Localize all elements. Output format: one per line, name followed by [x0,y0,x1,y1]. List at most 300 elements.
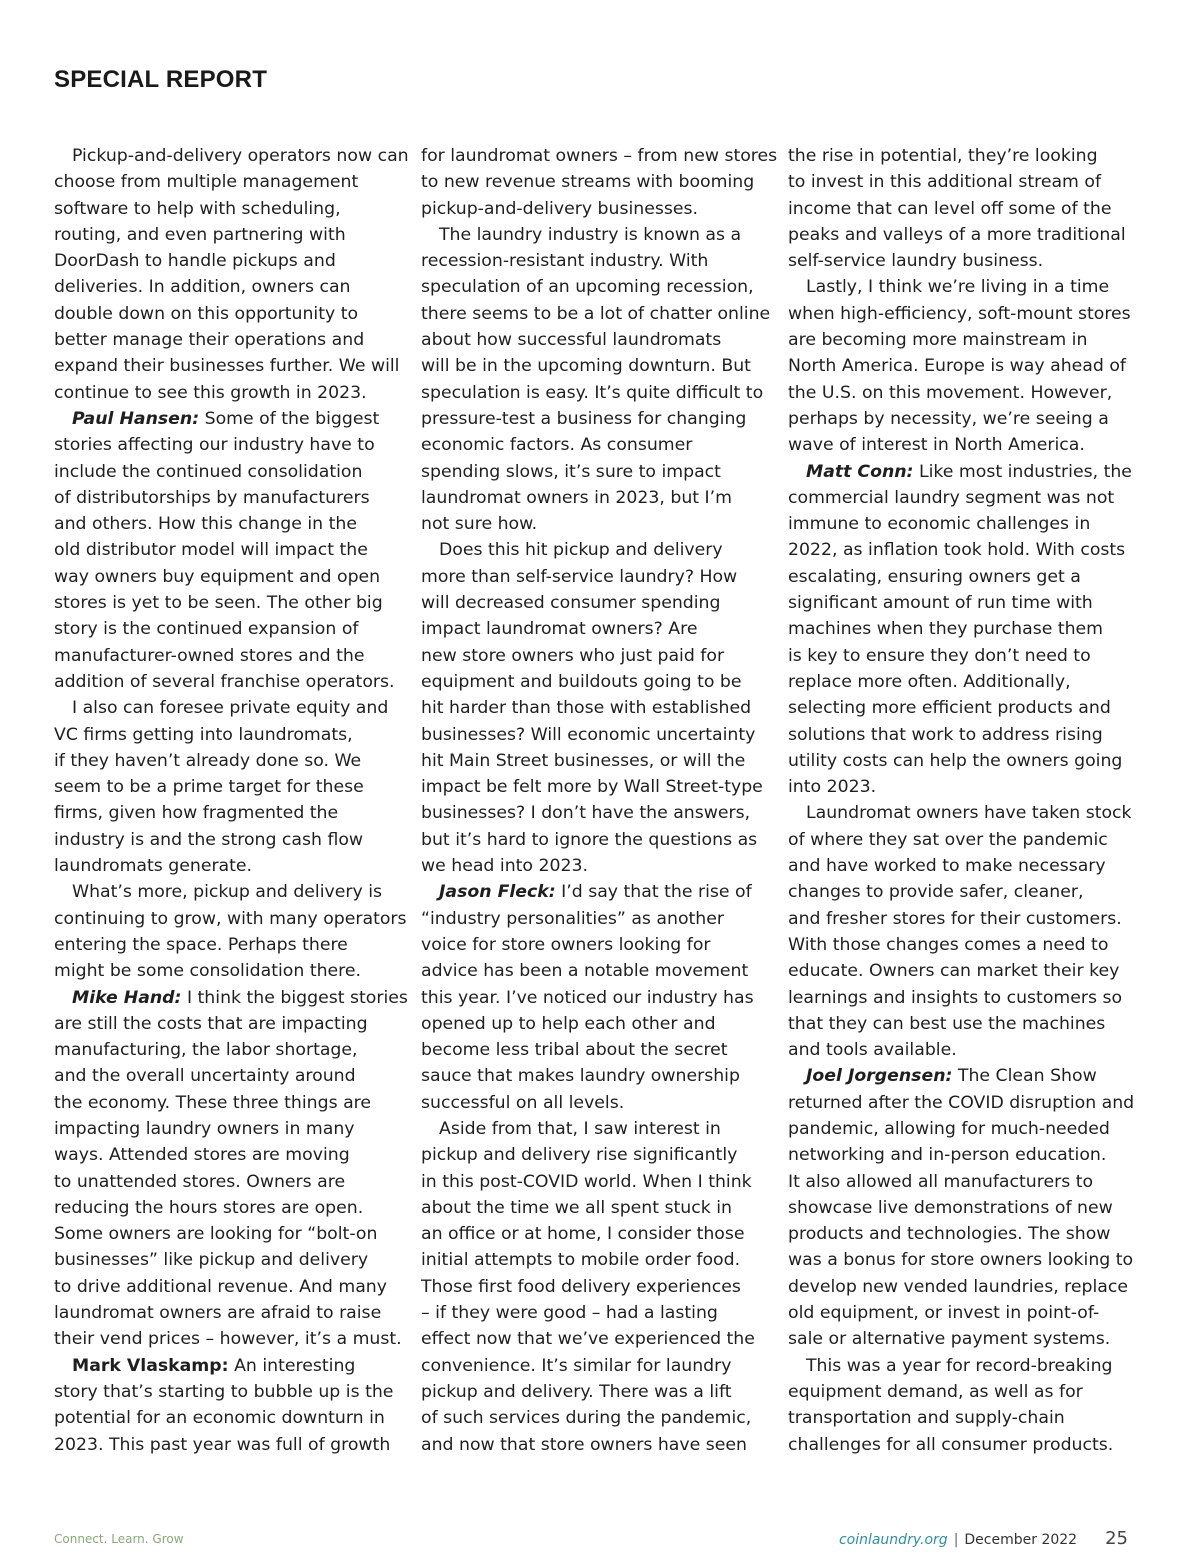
line-text: potential for an economic downturn in [54,1408,385,1429]
line-text: an office or at home, I consider those [421,1224,745,1245]
text-line [788,406,1133,432]
footer-website-link[interactable]: coinlaundry.org [838,1532,948,1548]
line-text: businesses? Will economic uncertainty [421,724,756,745]
line-text: income that can level off some of the [788,198,1112,219]
text-line [421,274,766,300]
text-line [54,406,399,432]
text-line [54,748,399,774]
line-text: and others. How this change in the [54,514,357,535]
text-line [421,248,766,274]
text-line [788,1432,1133,1458]
text-line [54,1353,399,1379]
line-text: The Clean Show [952,1066,1097,1087]
text-line [788,274,1133,300]
line-text: spending slows, it’s sure to impact [421,461,721,482]
text-line [788,511,1133,537]
text-line [421,511,766,537]
text-line [788,827,1133,853]
text-line [421,1090,766,1116]
text-line [788,1037,1133,1063]
text-line [788,906,1133,932]
line-text: Those first food delivery experiences [421,1276,741,1297]
text-line [788,958,1133,984]
text-line [54,1063,399,1089]
line-text: of distributorships by manufacturers [54,487,370,508]
line-text: continuing to grow, with many operators [54,908,407,929]
line-text: manufacturing, the labor shortage, [54,1040,358,1061]
line-text: might be some consolidation there. [54,961,362,982]
text-line [54,669,399,695]
line-text: machines when they purchase them [788,619,1104,640]
line-text: old distributor model will impact the [54,540,368,561]
line-text: better manage their operations and [54,330,365,351]
line-text: It also allowed all manufacturers to [788,1171,1094,1192]
line-text: showcase live demonstrations of new [788,1197,1113,1218]
text-line [54,485,399,511]
line-text: What’s more, pickup and delivery is [72,882,383,903]
text-line [788,985,1133,1011]
line-text: sauce that makes laundry ownership [421,1066,740,1087]
text-line [788,643,1133,669]
text-line [54,1405,399,1431]
line-text: With those changes comes a need to [788,934,1109,955]
line-text: recession-resistant industry. With [421,251,709,272]
article-column-2 [421,143,778,1458]
text-line [788,1221,1133,1247]
text-line [788,222,1133,248]
line-text: story that’s starting to bubble up is the [54,1381,394,1402]
line-text: to invest in this additional stream of [788,172,1102,193]
speaker-name: Mike Hand: [72,987,182,1008]
text-line [54,1195,399,1221]
text-line [421,879,766,905]
line-text: not sure how. [421,514,538,535]
text-line [421,380,766,406]
line-text: will be in the upcoming downturn. But [421,356,751,377]
line-text: the U.S. on this movement. However, [788,382,1113,403]
text-line [788,380,1133,406]
text-line [54,1379,399,1405]
line-text: peaks and valleys of a more traditional [788,224,1126,245]
text-line [421,196,766,222]
text-line [54,196,399,222]
line-text: changes to provide safer, cleaner, [788,882,1084,903]
text-line [54,222,399,248]
text-line [421,1432,766,1458]
line-text: escalating, ensuring owners get a [788,566,1081,587]
speaker-name: Jason Fleck: [439,882,556,903]
line-text: are still the costs that are impacting [54,1013,368,1034]
speaker-name: Matt Conn: [806,461,914,482]
text-line [54,774,399,800]
text-line [54,958,399,984]
line-text: to new revenue streams with booming [421,172,755,193]
line-text: businesses” like pickup and delivery [54,1250,369,1271]
text-line [421,1116,766,1142]
text-line [54,1142,399,1168]
line-text: and now that store owners have seen [421,1434,747,1455]
line-text: equipment and buildouts going to be [421,671,742,692]
line-text: “industry personalities” as another [421,908,724,929]
text-line [54,274,399,300]
text-line [54,248,399,274]
line-text: and fresher stores for their customers. [788,908,1122,929]
text-line [421,327,766,353]
line-text: when high-efficiency, soft-mount stores [788,303,1131,324]
line-text: stores is yet to be seen. The other big [54,593,383,614]
line-text: Laundromat owners have taken stock [806,803,1132,824]
footer-issue-date: December 2022 [964,1532,1078,1548]
text-line [788,485,1133,511]
line-text: about the time we all spent stuck in [421,1197,733,1218]
text-line [421,748,766,774]
line-text: networking and in-person education. [788,1145,1107,1166]
text-line [788,1379,1133,1405]
line-text: Aside from that, I saw interest in [439,1118,721,1139]
text-line [421,722,766,748]
text-line [54,643,399,669]
line-text: significant amount of run time with [788,593,1093,614]
line-text: returned after the COVID disruption and [788,1092,1135,1113]
line-text: reducing the hours stores are open. [54,1197,364,1218]
text-line [421,906,766,932]
text-line [421,1011,766,1037]
text-line [788,879,1133,905]
text-line [421,459,766,485]
text-line [54,722,399,748]
line-text: pressure-test a business for changing [421,408,747,429]
text-line [788,1405,1133,1431]
text-line [788,1063,1133,1089]
text-line [788,537,1133,563]
line-text: learnings and insights to customers so [788,987,1123,1008]
line-text: speculation of an upcoming recession, [421,277,754,298]
line-text: into 2023. [788,777,877,798]
text-line [54,590,399,616]
text-line [421,1142,766,1168]
text-line [421,853,766,879]
text-line [54,1169,399,1195]
line-text: is key to ensure they don’t need to [788,645,1091,666]
text-line [788,1326,1133,1352]
line-text: commercial laundry segment was not [788,487,1115,508]
line-text: impact laundromat owners? Are [421,619,698,640]
text-line [54,616,399,642]
text-line [421,958,766,984]
line-text: successful on all levels. [421,1092,625,1113]
text-line [788,616,1133,642]
line-text: speculation is easy. It’s quite difficult to [421,382,764,403]
text-line [421,643,766,669]
article-column-1 [54,143,409,1458]
line-text: This was a year for record-breaking [806,1355,1113,1376]
text-line [788,774,1133,800]
line-text: The laundry industry is known as a [439,224,742,245]
text-line [54,827,399,853]
text-line [788,1011,1133,1037]
line-text: in this post-COVID world. When I think [421,1171,752,1192]
line-text: develop new vended laundries, replace [788,1276,1129,1297]
text-line [54,459,399,485]
line-text: sale or alternative payment systems. [788,1329,1111,1350]
text-line [54,932,399,958]
text-line [54,1090,399,1116]
text-line [54,169,399,195]
text-line [421,432,766,458]
line-text: convenience. It’s similar for laundry [421,1355,732,1376]
text-line [788,564,1133,590]
text-line [54,800,399,826]
text-line [421,1300,766,1326]
text-line [421,1037,766,1063]
text-line [54,1116,399,1142]
text-line [421,1169,766,1195]
text-line [788,853,1133,879]
text-line [788,669,1133,695]
section-label: SPECIAL REPORT [54,66,268,93]
line-text: Some owners are looking for “bolt-on [54,1224,378,1245]
text-line [421,222,766,248]
line-text: to drive additional revenue. And many [54,1276,387,1297]
line-text: equipment demand, as well as for [788,1381,1083,1402]
text-line [54,985,408,1011]
line-text: opened up to help each other and [421,1013,716,1034]
line-text: wave of interest in North America. [788,435,1085,456]
line-text: story is the continued expansion of [54,619,359,640]
line-text: seem to be a prime target for these [54,777,364,798]
text-line [788,1300,1133,1326]
text-line [788,1353,1133,1379]
line-text: laundromat owners are afraid to raise [54,1303,382,1324]
line-text: challenges for all consumer products. [788,1434,1114,1455]
text-line [421,1195,766,1221]
line-text: include the continued consolidation [54,461,363,482]
text-line [788,722,1133,748]
line-text: hit Main Street businesses, or will the [421,750,746,771]
text-line [421,1063,766,1089]
article-column-3 [788,143,1133,1458]
line-text: voice for store owners looking for [421,934,711,955]
line-text: products and technologies. The show [788,1224,1111,1245]
text-line [788,1274,1133,1300]
text-line [788,459,1133,485]
line-text: for laundromat owners – from new stores [421,146,778,166]
text-line [788,432,1133,458]
footer-tagline: Connect. Learn. Grow [54,1532,184,1546]
text-line [54,1300,399,1326]
text-line [421,985,766,1011]
line-text: utility costs can help the owners going [788,750,1123,771]
text-line [421,1405,766,1431]
line-text: way owners buy equipment and open [54,566,381,587]
text-line [421,616,766,642]
text-line [421,169,766,195]
text-line [421,827,766,853]
line-text: Does this hit pickup and delivery [439,540,723,561]
line-text: hit harder than those with established [421,698,752,719]
line-text: software to help with scheduling, [54,198,341,219]
text-line [788,590,1133,616]
text-line [788,327,1133,353]
text-line [788,800,1133,826]
line-text: North America. Europe is way ahead of [788,356,1126,377]
text-line [54,1247,399,1273]
line-text: expand their businesses further. We will [54,356,400,377]
speaker-name: Mark Vlaskamp: [72,1355,229,1376]
text-line [788,353,1133,379]
text-line [421,564,766,590]
text-line [421,143,778,169]
speaker-name: Paul Hansen: [72,408,200,429]
line-text: old equipment, or invest in point-of- [788,1303,1100,1324]
line-text: replace more often. Additionally, [788,671,1071,692]
text-line [421,485,766,511]
text-line [788,169,1133,195]
line-text: are becoming more mainstream in [788,330,1088,351]
text-line [788,196,1133,222]
text-line [54,564,399,590]
text-line [421,695,766,721]
footer-folio [839,1528,1128,1549]
line-text: I’d say that the rise of [555,882,752,903]
line-text: ways. Attended stores are moving [54,1145,350,1166]
text-line [54,1274,399,1300]
line-text: but it’s hard to ignore the questions as [421,829,758,850]
line-text: about how successful laundromats [421,330,722,351]
line-text: economic factors. As consumer [421,435,693,456]
speaker-name: Joel Jorgensen: [806,1066,953,1087]
line-text: initial attempts to mobile order food. [421,1250,741,1271]
text-line [54,143,409,169]
text-line [54,853,399,879]
line-text: 2023. This past year was full of growth [54,1434,391,1455]
text-line [788,248,1133,274]
line-text: DoorDash to handle pickups and [54,251,336,272]
line-text: to unattended stores. Owners are [54,1171,346,1192]
text-line [421,537,766,563]
line-text: there seems to be a lot of chatter online [421,303,771,324]
text-line [788,1116,1133,1142]
text-line [54,1011,399,1037]
line-text: solutions that work to address rising [788,724,1103,745]
line-text: effect now that we’ve experienced the [421,1329,755,1350]
text-line [421,669,766,695]
text-line [54,301,399,327]
text-line [54,1221,399,1247]
text-line [54,1432,399,1458]
line-text: deliveries. In addition, owners can [54,277,351,298]
line-text: the rise in potential, they’re looking [788,146,1098,166]
line-text: immune to economic challenges in [788,514,1091,535]
line-text: VC firms getting into laundromats, [54,724,353,745]
text-line [54,380,399,406]
text-line [788,1142,1133,1168]
line-text: pickup and delivery rise significantly [421,1145,738,1166]
text-line [788,932,1133,958]
line-text: Pickup-and-delivery operators now can [72,146,409,166]
text-line [788,143,1133,169]
line-text: their vend prices – however, it’s a must. [54,1329,402,1350]
line-text: routing, and even partnering with [54,224,346,245]
line-text: new store owners who just paid for [421,645,725,666]
line-text: Lastly, I think we’re living in a time [806,277,1110,298]
line-text: educate. Owners can market their key [788,961,1120,982]
text-line [421,932,766,958]
line-text: I think the biggest stories [181,987,408,1008]
text-line [421,406,766,432]
line-text: Like most industries, the [913,461,1132,482]
line-text: that they can best use the machines [788,1013,1106,1034]
line-text: laundromat owners in 2023, but I’m [421,487,732,508]
line-text: pandemic, allowing for much-needed [788,1118,1110,1139]
text-line [54,1037,399,1063]
line-text: continue to see this growth in 2023. [54,382,367,403]
line-text: pickup and delivery. There was a lift [421,1381,732,1402]
line-text: firms, given how fragmented the [54,803,339,824]
line-text: of such services during the pandemic, [421,1408,752,1429]
page-number: 25 [1105,1528,1128,1549]
line-text: become less tribal about the secret [421,1040,728,1061]
line-text: of where they sat over the pandemic [788,829,1108,850]
text-line [788,301,1133,327]
line-text: impacting laundry owners in many [54,1118,355,1139]
text-line [421,301,771,327]
line-text: was a bonus for store owners looking to [788,1250,1134,1271]
text-line [788,748,1133,774]
line-text: businesses? I don’t have the answers, [421,803,751,824]
line-text: will decreased consumer spending [421,593,721,614]
text-line [788,1195,1133,1221]
text-line [54,432,399,458]
text-line [788,1090,1133,1116]
text-line [54,879,399,905]
text-line [421,774,766,800]
text-line [788,1169,1133,1195]
line-text: double down on this opportunity to [54,303,359,324]
text-line [788,1247,1133,1273]
text-line [421,1353,766,1379]
line-text: and the overall uncertainty around [54,1066,356,1087]
text-line [54,1326,402,1352]
line-text: advice has been a notable movement [421,961,749,982]
line-text: if they haven’t already done so. We [54,750,362,771]
line-text: and tools available. [788,1040,957,1061]
line-text: and have worked to make necessary [788,856,1106,877]
line-text: industry is and the strong cash flow [54,829,364,850]
line-text: manufacturer-owned stores and the [54,645,365,666]
line-text: impact be felt more by Wall Street-type [421,777,763,798]
text-line [421,590,766,616]
text-line [421,1379,766,1405]
line-text: this year. I’ve noticed our industry has [421,987,754,1008]
footer-separator: | [953,1532,959,1548]
text-line [788,695,1133,721]
text-line [54,511,399,537]
line-text: An interesting [228,1355,356,1376]
text-line [421,800,766,826]
line-text: stories affecting our industry have to [54,435,375,456]
text-line [54,353,399,379]
line-text: – if they were good – had a lasting [421,1303,718,1324]
line-text: I also can foresee private equity and [72,698,389,719]
line-text: addition of several franchise operators. [54,671,395,692]
line-text: pickup-and-delivery businesses. [421,198,698,219]
line-text: Some of the biggest [199,408,380,429]
text-line [54,695,399,721]
line-text: the economy. These three things are [54,1092,372,1113]
line-text: 2022, as inflation took hold. With costs [788,540,1126,561]
line-text: choose from multiple management [54,172,359,193]
